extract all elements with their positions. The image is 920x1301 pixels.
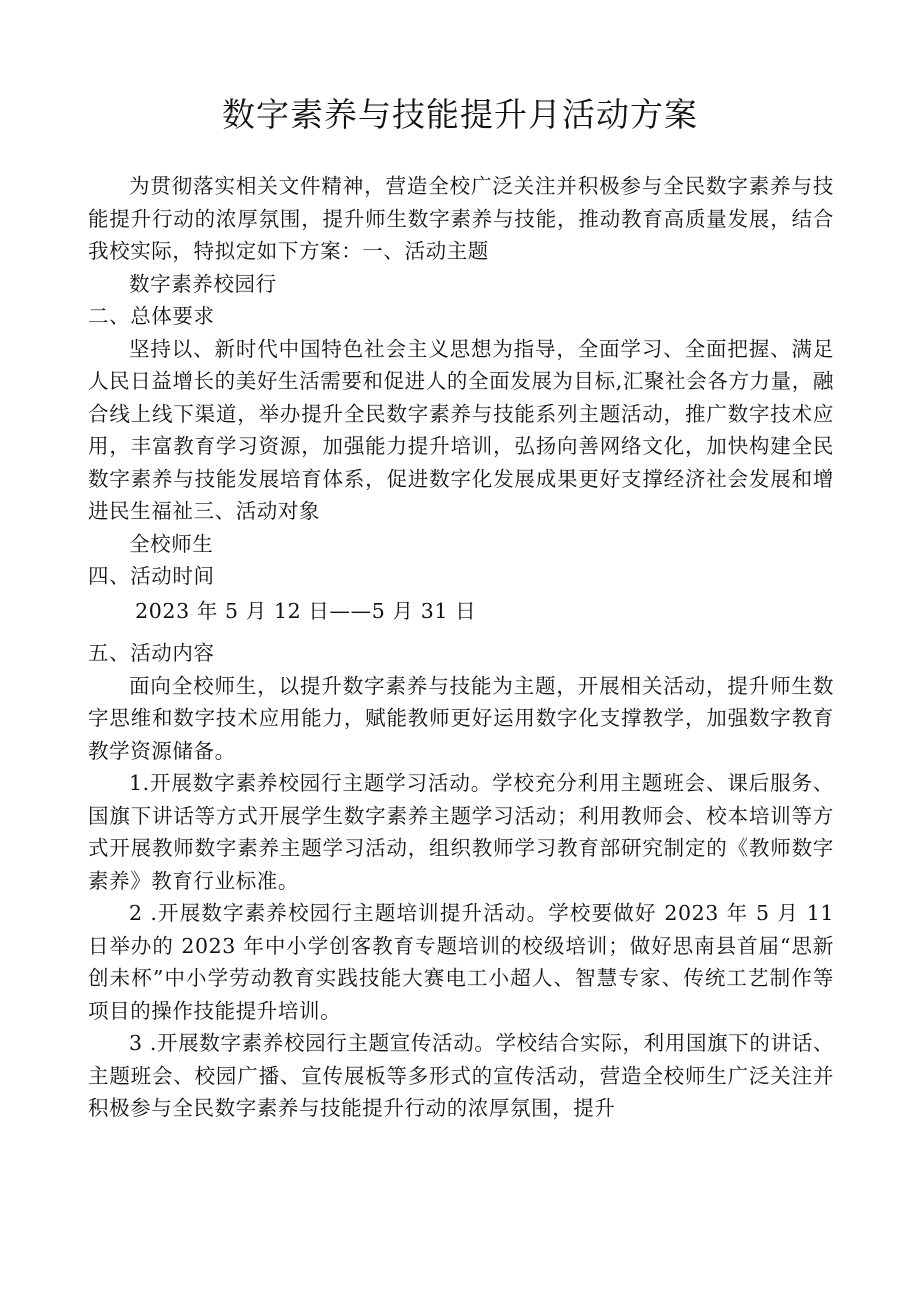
list-item-1: 1.开展数字素养校园行主题学习活动。学校充分利用主题班会、课后服务、国旗下讲话等方式开展学生数字素养主题学习活动；利用教师会、校本培训等方式开展教师数字素养主题学习活动，组织教师学习教育部研究制定的《教师数字素养》教育行业标准。 bbox=[88, 771, 834, 893]
paragraph-intro: 为贯彻落实相关文件精神，营造全校广泛关注并积极参与全民数字素养与技能提升行动的浓厚氛围，提升师生数字素养与技能，推动教育高质量发展，结合我校实际，特拟定如下方案：一、活动主题 bbox=[88, 174, 834, 263]
paragraph-dates: 2023 年 5 月 12 日——5 月 31 日 bbox=[135, 598, 477, 623]
heading-activity-content: 五、活动内容 bbox=[88, 641, 215, 665]
paragraph-audience: 全校师生 bbox=[129, 531, 214, 556]
heading-activity-time: 四、活动时间 bbox=[88, 564, 215, 588]
paragraph-requirements: 坚持以、新时代中国特色社会主义思想为指导，全面学习、全面把握、满足人民日益增长的美好生活需要和促进人的全面发展为目标,汇聚社会各方力量，融合线上线下渠道，举办提升全民数字素养与技能系列主题活动，推广数字技术应用，丰富教育学习资源，加强能力提升培训，弘扬向善网络文化，加快构建全民数字素养与技能发展培育体系，促进数字化发展成果更好支撑经济社会发展和增进民生福祉三、活动对象 bbox=[88, 336, 834, 523]
document-body bbox=[88, 170, 834, 1125]
paragraph-content: 面向全校师生，以提升数字素养与技能为主题，开展相关活动，提升师生数字思维和数字技术应用能力，赋能教师更好运用数字化支撑教学，加强数字教育教学资源储备。 bbox=[88, 673, 834, 763]
list-item-3: 3 .开展数字素养校园行主题宣传活动。学校结合实际，利用国旗下的讲话、主题班会、校园广播、宣传展板等多形式的宣传活动，营造全校师生广泛关注并积极参与全民数字素养与技能提升行动的浓厚氛围，提升 bbox=[88, 1031, 834, 1120]
heading-general-requirements: 二、总体要求 bbox=[88, 304, 215, 328]
paragraph-theme: 数字素养校园行 bbox=[129, 271, 277, 296]
document-title: 数字素养与技能提升月活动方案 bbox=[222, 95, 698, 134]
list-item-2: 2 .开展数字素养校园行主题培训提升活动。学校要做好 2023 年 5 月 11 日举办的 2023 年中小学创客教育专题培训的校级培训；做好思南县首届“思新创未杯”中小学劳动教育实践技能大赛电工小超人、智慧专家、传统工艺制作等项目的操作技能提升培训。 bbox=[88, 901, 834, 1023]
